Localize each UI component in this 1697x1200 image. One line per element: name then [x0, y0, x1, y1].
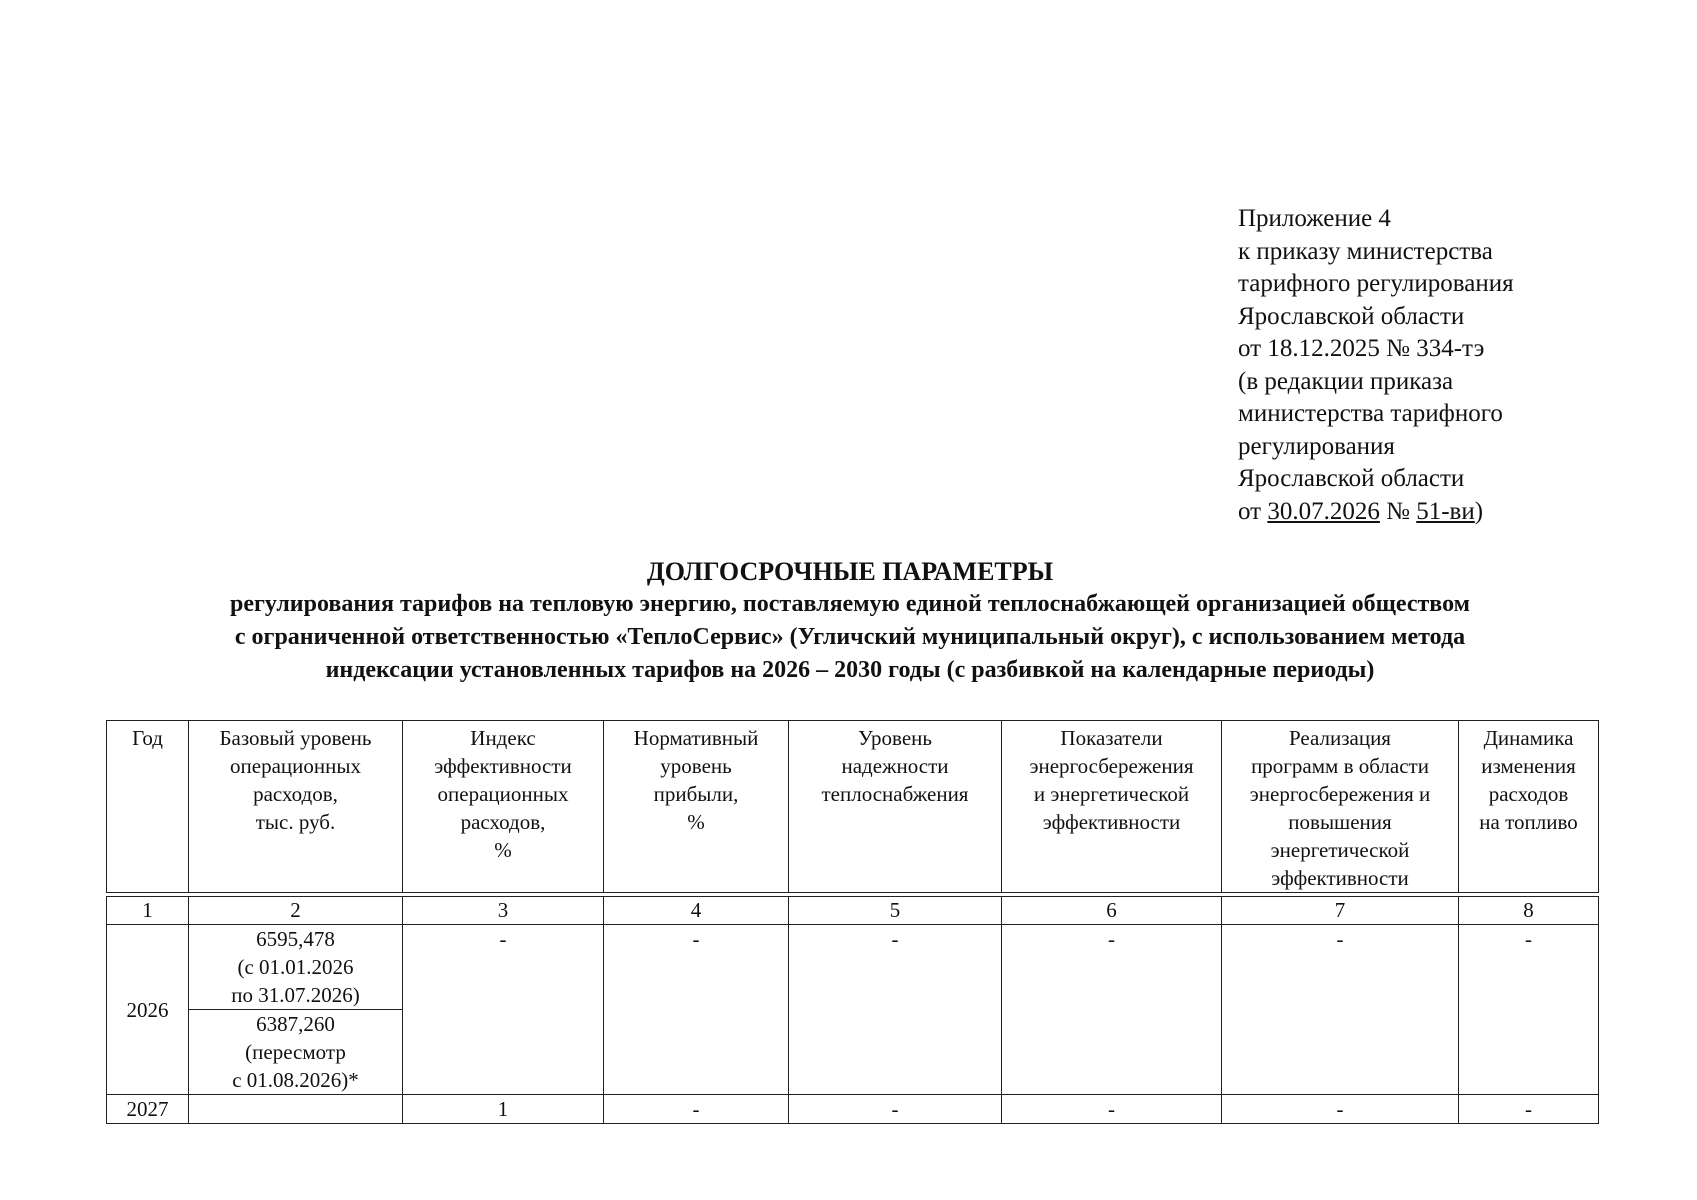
year-cell: 2027 — [107, 1095, 189, 1124]
amendment-number-sign: № — [1379, 497, 1417, 525]
appendix-line: Ярославской области — [1238, 302, 1465, 330]
appendix-line-amendment — [1238, 496, 1678, 529]
energy-programs-cell: - — [1222, 925, 1459, 1095]
reliability-cell: - — [789, 925, 1002, 1095]
column-number-row — [107, 897, 1599, 925]
column-number: 1 — [107, 897, 189, 925]
column-number: 5 — [789, 897, 1002, 925]
profit-level-cell: - — [604, 925, 789, 1095]
cell-line: по 31.07.2026) — [231, 983, 360, 1007]
header-line: и энергетической — [1033, 782, 1190, 806]
header-line: Индекс — [470, 726, 536, 750]
appendix-line: от 18.12.2025 № 334-тэ — [1238, 335, 1485, 362]
header-base-opex — [189, 721, 403, 893]
base-opex-cell-period-1 — [189, 925, 403, 1010]
appendix-line: Ярославской области — [1238, 465, 1465, 492]
header-line: на топливо — [1479, 810, 1578, 834]
cell-line: 6387,260 — [256, 1012, 335, 1036]
energy-saving-cell: - — [1002, 1095, 1222, 1124]
appendix-block — [1238, 203, 1678, 528]
header-energy-programs — [1222, 721, 1459, 893]
fuel-dynamics-cell: - — [1459, 925, 1599, 1095]
header-line: Базовый уровень — [219, 726, 372, 750]
efficiency-index-cell: - — [403, 925, 604, 1095]
heading-line: с ограниченной ответственностью «ТеплоСервис» (Угличский муниципальный округ), с использованием метода — [234, 624, 1466, 650]
header-line: надежности — [841, 754, 949, 778]
amendment-suffix: ) — [1474, 497, 1484, 525]
header-line: эффективности — [434, 754, 572, 778]
parameters-table — [106, 720, 1599, 1124]
column-number: 2 — [189, 897, 403, 925]
base-opex-cell — [189, 1095, 403, 1124]
cell-line: 6595,478 — [256, 927, 335, 951]
amendment-date: 30.07.2026 — [1267, 497, 1380, 525]
header-line: энергетической — [1270, 838, 1410, 862]
column-number: 6 — [1002, 897, 1222, 925]
energy-programs-cell: - — [1222, 1095, 1459, 1124]
header-line: % — [687, 810, 705, 834]
header-line: расходов, — [253, 782, 338, 806]
column-number: 4 — [604, 897, 789, 925]
appendix-line: регулирования — [1238, 432, 1395, 460]
energy-saving-cell: - — [1002, 925, 1222, 1095]
appendix-line: министерства тарифного — [1238, 400, 1503, 427]
heading-line: индексации установленных тарифов на 2026 – 2030 годы (с разбивкой на календарные периоды) — [325, 657, 1375, 683]
document-heading — [100, 555, 1600, 687]
year-cell: 2026 — [107, 925, 189, 1095]
heading-line: регулирования тарифов на тепловую энергию, поставляемую единой теплоснабжающей организацией обществом — [230, 591, 1470, 617]
header-line: теплоснабжения — [821, 782, 969, 806]
appendix-line: тарифного регулирования — [1238, 270, 1514, 297]
header-line: Динамика — [1483, 726, 1574, 750]
header-line: операционных — [230, 754, 361, 778]
header-line: эффективности — [1042, 810, 1181, 834]
profit-level-cell: - — [604, 1095, 789, 1124]
efficiency-index-cell: 1 — [403, 1095, 604, 1124]
reliability-cell: - — [789, 1095, 1002, 1124]
header-line: энергосбережения — [1029, 754, 1194, 778]
header-line: программ в области — [1251, 754, 1429, 778]
header-line: % — [494, 838, 512, 862]
header-efficiency-index — [403, 721, 604, 893]
header-reliability — [789, 721, 1002, 893]
header-line: прибыли, — [653, 782, 739, 806]
base-opex-cell-period-2 — [189, 1010, 403, 1095]
cell-line: (с 01.01.2026 — [237, 955, 354, 979]
header-energy-saving-indicators — [1002, 721, 1222, 893]
appendix-line: к приказу министерства — [1238, 237, 1493, 265]
header-line: уровень — [660, 754, 732, 778]
document-title: ДОЛГОСРОЧНЫЕ ПАРАМЕТРЫ — [646, 557, 1054, 586]
column-number: 8 — [1459, 897, 1599, 925]
header-line: Реализация — [1289, 726, 1391, 750]
header-line: Показатели — [1060, 726, 1163, 750]
header-year — [107, 721, 189, 893]
column-number: 3 — [403, 897, 604, 925]
header-line: расходов — [1488, 782, 1569, 806]
header-line: изменения — [1481, 754, 1576, 778]
table-row-2026 — [107, 925, 1599, 1010]
column-number: 7 — [1222, 897, 1459, 925]
header-profit-level — [604, 721, 789, 893]
header-line: расходов, — [460, 810, 546, 834]
header-line: операционных — [437, 782, 569, 806]
header-line: эффективности — [1271, 866, 1409, 890]
cell-line: с 01.08.2026)* — [232, 1068, 359, 1092]
amendment-prefix: от — [1238, 497, 1268, 525]
header-fuel-dynamics — [1459, 721, 1599, 893]
header-line: тыс. руб. — [255, 810, 336, 834]
table-header-row — [107, 721, 1599, 893]
appendix-line: (в редакции приказа — [1238, 367, 1454, 395]
header-line: энергосбережения и — [1249, 782, 1431, 806]
cell-line: (пересмотр — [245, 1040, 346, 1064]
appendix-line: Приложение 4 — [1238, 205, 1391, 232]
header-line: повышения — [1288, 810, 1392, 834]
header-line: Нормативный — [633, 726, 759, 750]
table-row-2027 — [107, 1095, 1599, 1124]
header-line: Год — [132, 726, 163, 750]
fuel-dynamics-cell: - — [1459, 1095, 1599, 1124]
header-line: Уровень — [858, 726, 932, 750]
amendment-number: 51-ви — [1416, 497, 1475, 525]
